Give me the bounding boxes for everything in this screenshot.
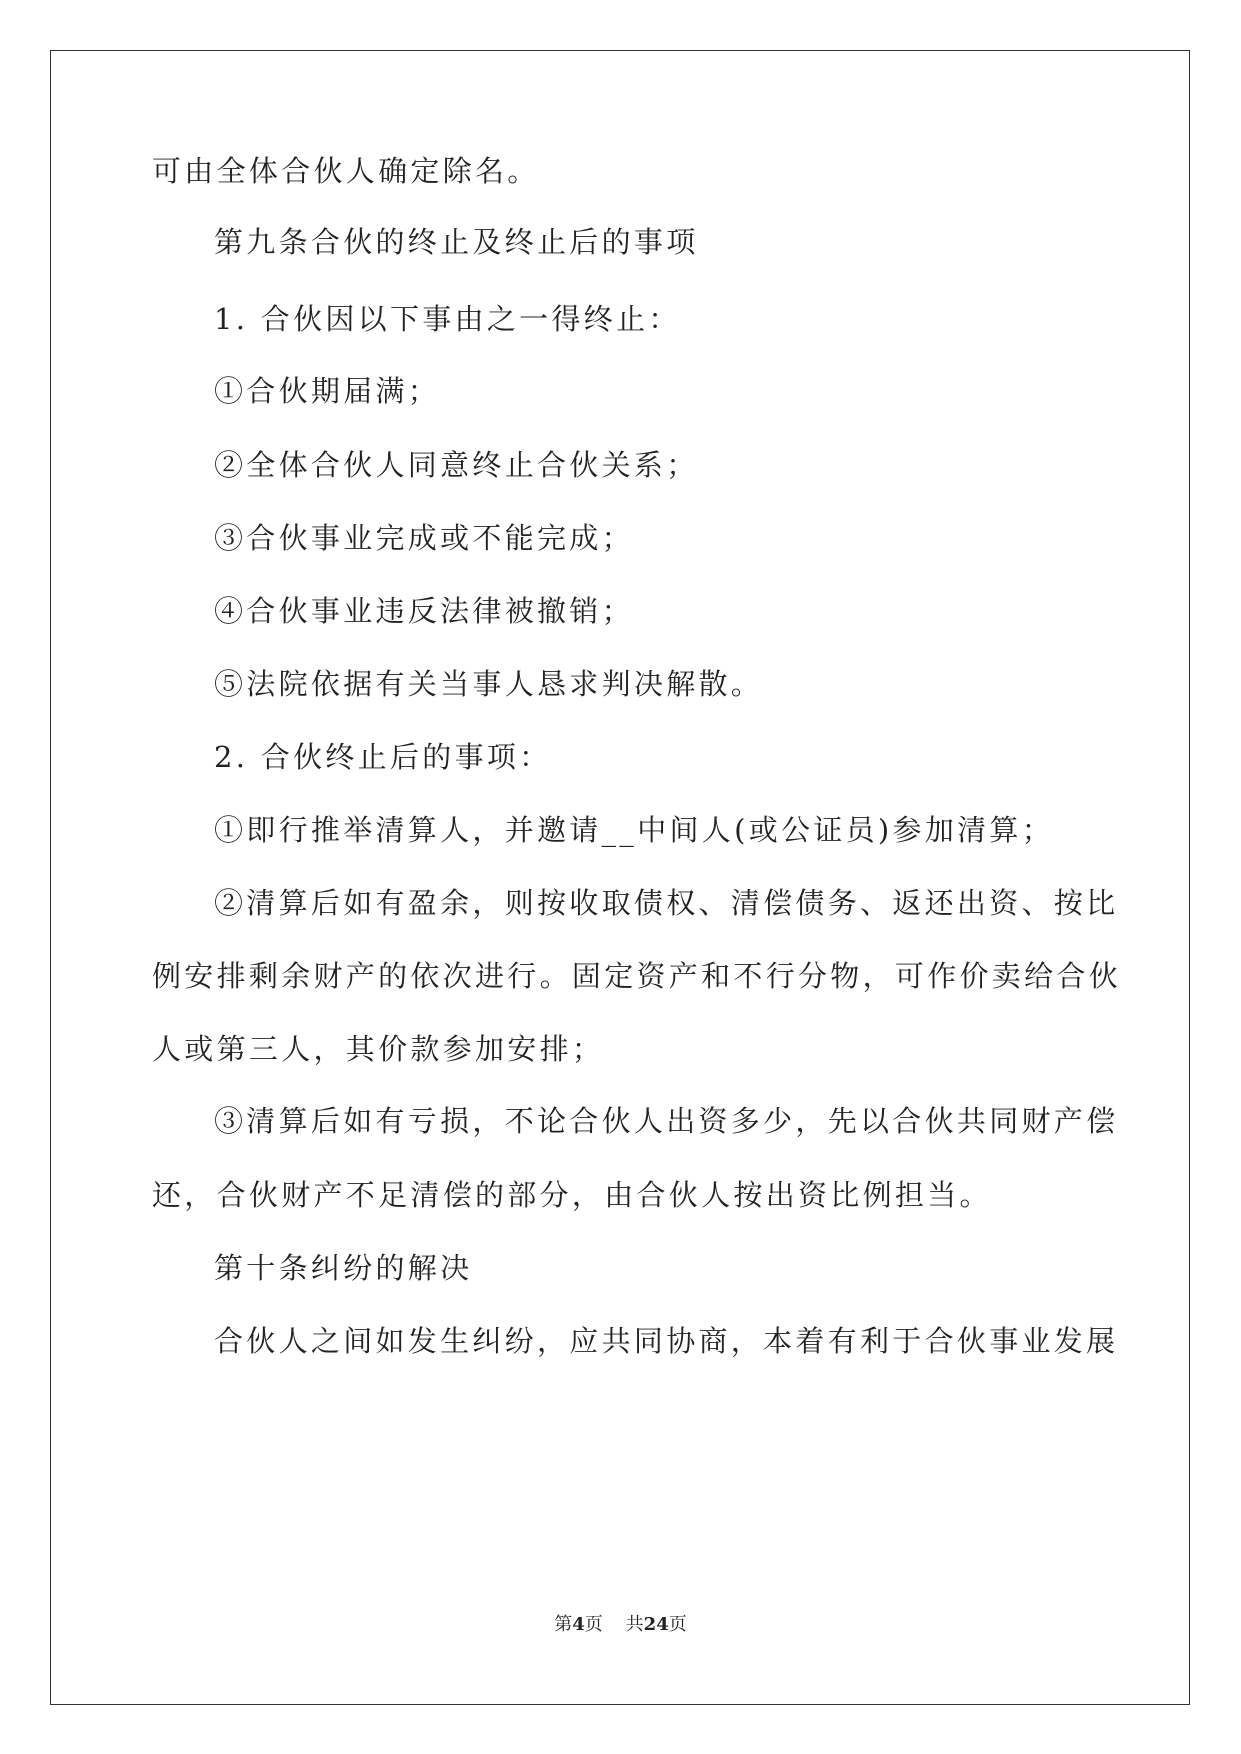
list-item: ③合伙事业完成或不能完成； <box>214 521 634 555</box>
page-label-prefix: 第 <box>554 1614 573 1635</box>
total-label-suffix: 页 <box>668 1614 687 1635</box>
total-page-number: 24 <box>643 1614 669 1635</box>
text-line: 1. 合伙因以下事由之一得终止： <box>214 302 681 336</box>
list-item: ①即行推举清算人，并邀请__中间人(或公证员)参加清算； <box>214 813 1055 847</box>
total-label-prefix: 共 <box>625 1614 644 1635</box>
text-line: 人或第三人，其价款参加安排； <box>152 1032 605 1066</box>
list-item: ⑤法院依据有关当事人恳求判决解散。 <box>214 667 764 701</box>
list-item: ②全体合伙人同意终止合伙关系； <box>214 448 699 482</box>
page-footer <box>0 1613 1241 1637</box>
list-item: ②清算后如有盈余，则按收取债权、清偿债务、返还出资、按比 <box>214 886 1119 920</box>
section-heading: 第九条合伙的终止及终止后的事项 <box>214 225 699 259</box>
list-item: ③清算后如有亏损，不论合伙人出资多少，先以合伙共同财产偿 <box>214 1104 1119 1138</box>
current-page-number: 4 <box>572 1614 585 1635</box>
section-heading: 第十条纠纷的解决 <box>214 1251 473 1285</box>
text-line: 还，合伙财产不足清偿的部分，由合伙人按出资比例担当。 <box>152 1178 992 1212</box>
text-line: 合伙人之间如发生纠纷，应共同协商，本着有利于合伙事业发展 <box>214 1324 1119 1358</box>
text-line: 例安排剩余财产的依次进行。固定资产和不行分物，可作价卖给合伙 <box>152 959 1122 993</box>
list-item: ④合伙事业违反法律被撤销； <box>214 594 634 628</box>
list-item: ①合伙期届满； <box>214 374 441 408</box>
text-line: 2. 合伙终止后的事项： <box>214 740 552 774</box>
text-line: 可由全体合伙人确定除名。 <box>152 154 540 188</box>
page-label-suffix: 页 <box>584 1614 603 1635</box>
